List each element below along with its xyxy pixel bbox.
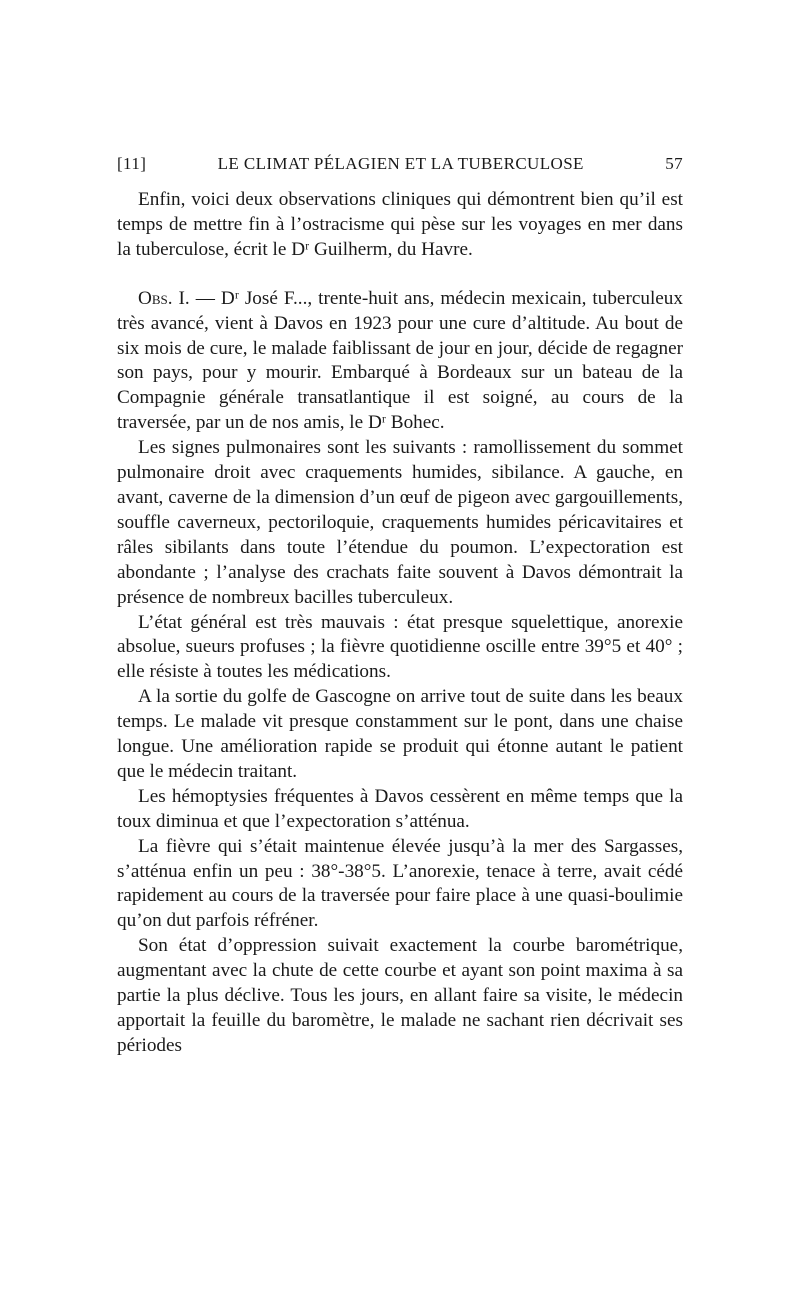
paragraph-pulmonary-signs xyxy=(117,436,683,610)
paragraph-intro xyxy=(117,188,683,263)
page-number: 57 xyxy=(665,154,683,173)
running-title: LE CLIMAT PÉLAGIEN ET LA TUBERCULOSE xyxy=(217,154,584,173)
paragraph-text: L’état général est très mauvais : état presque squelettique, anorexie absolue, sueurs profuses ; la fièvre quotidienne oscille entre 39°5 et 40° ; elle résiste à toutes les médications. xyxy=(117,611,683,683)
paragraph-text: La fièvre qui s’était maintenue élevée jusqu’à la mer des Sargasses, s’atténua enfin un peu : 38°-38°5. L’anorexie, tenace à terre, avait cédé rapidement au cours de la traversée pour faire place à une quasi-boulimie qu’on dut parfois réfréner. xyxy=(117,835,683,932)
paragraph-text: Les hémoptysies fréquentes à Davos cessèrent en même temps que la toux diminua et que l’expectoration s’atténua. xyxy=(117,785,683,832)
body-text xyxy=(117,188,683,1059)
paragraph-observation-1 xyxy=(117,287,683,436)
chapter-number: [11] xyxy=(117,154,147,173)
paragraph-text: Son état d’oppression suivait exactement la courbe barométrique, augmentant avec la chute de cette courbe et ayant son point maxima à sa partie la plus déclive. Tous les jours, en allant faire sa visite, le médecin apportait la feuille du baromètre, le malade ne sachant rien décrivait ses périodes xyxy=(117,935,683,1056)
paragraph-hemoptysis xyxy=(117,785,683,835)
paragraph-gascogne xyxy=(117,685,683,785)
paragraph-general-state xyxy=(117,611,683,686)
paragraph-text: Les signes pulmonaires sont les suivants : ramollissement du sommet pulmonaire droit avec craquements humides, sibilance. A gauche, en avant, caverne de la dimension d’un œuf de pigeon avec gargouillements, souffle caverneux, pectoriloquie, craquements humides péricavitaires et râles sibilants dans toute l’étendue du poumon. L’expectoration est abondante ; l’analyse des crachats faite souvent à Davos démontrait la présence de nombreux bacilles tuberculeux. xyxy=(117,437,683,608)
paragraph-text: — Dʳ José F..., trente-huit ans, médecin mexicain, tuberculeux très avancé, vient à Davos en 1923 pour une cure d’altitude. Au bout de six mois de cure, le malade faiblissant de jour en jour, décide de regagner son pays, pour y mourir. Embarqué à Bordeaux sur un bateau de la Compagnie générale transatlantique il est soigné, au cours de la traversée, par un de nos amis, le Dʳ Bohec. xyxy=(117,287,683,434)
book-page xyxy=(117,154,683,1059)
observation-label: Obs. I. xyxy=(138,287,190,309)
paragraph-text: Enfin, voici deux observations cliniques qui démontrent bien qu’il est temps de mettre fin à l’ostracisme qui pèse sur les voyages en mer dans la tuberculose, écrit le Dʳ Guilherm, du Havre. xyxy=(117,189,683,260)
running-head xyxy=(117,154,683,180)
paragraph-text: A la sortie du golfe de Gascogne on arrive tout de suite dans les beaux temps. Le malade vit presque constamment sur le pont, dans une chaise longue. Une amélioration rapide se produit qui étonne autant le patient que le médecin traitant. xyxy=(117,686,683,782)
paragraph-fever xyxy=(117,835,683,935)
paragraph-oppression xyxy=(117,934,683,1059)
